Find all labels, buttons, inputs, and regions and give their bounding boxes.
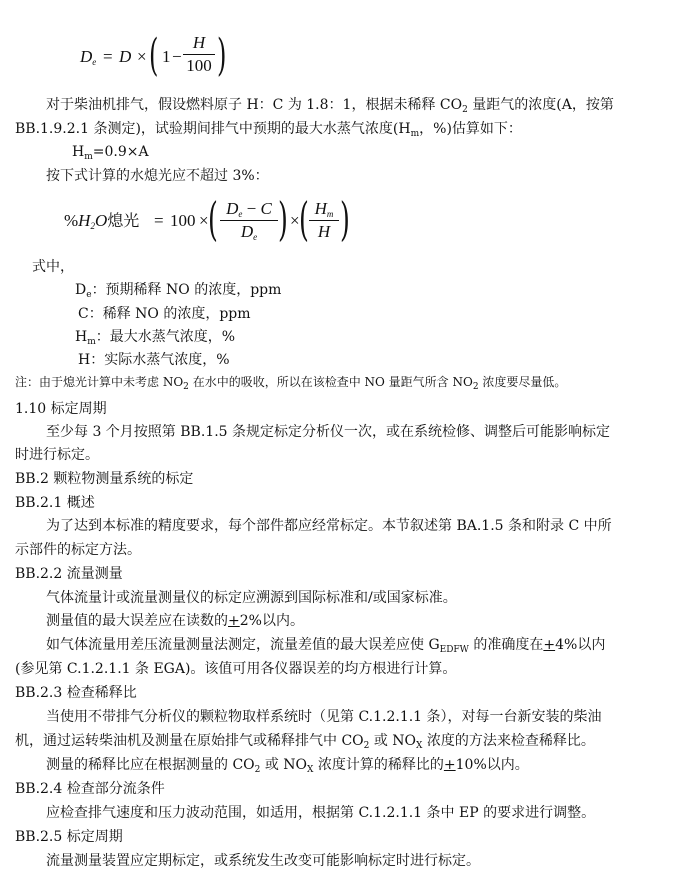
- formula2-hundred: 100: [170, 211, 196, 230]
- formula1-fraction: H 100: [183, 34, 215, 75]
- section-heading: BB.2.1 概述: [15, 495, 95, 511]
- formula2-lparen1: (: [208, 192, 218, 246]
- formula1-lparen: (: [149, 30, 159, 81]
- paragraph-line: BB.1.9.2.1 条测定)，试验期间排气中预期的最大水蒸气浓度($H_m$，%)估算如下：: [15, 121, 522, 139]
- where-label: 式中，: [32, 259, 74, 275]
- paragraph-line: 测量的稀释比应在根据测量的 $CO_2$ 或 $NO_X$ 浓度计算的稀释比的+10%以内。: [46, 757, 529, 775]
- formula1-times: ×: [137, 47, 147, 66]
- paragraph-line: 对于柴油机排气，假设燃料原子 H：C 为 1.8：1，根据未稀释 $CO_2$ 量距气的浓度(A，按第: [46, 97, 614, 115]
- paragraph-line: 流量测量装置应定期标定，或系统发生改变可能影响标定时进行标定。: [46, 853, 480, 869]
- formula1-one: 1: [162, 47, 171, 66]
- formula2-times: ×: [199, 211, 209, 230]
- formula2-lhs: $\%H_2O$熄光: [64, 211, 140, 231]
- formula2-rparen2: ): [340, 192, 350, 246]
- paragraph-line: (参见第 C.1.2.1.1 条 EGA)。该值可用各仪器误差的均方根进行计算。: [15, 661, 457, 677]
- formula1-minus: −: [172, 47, 182, 66]
- section-heading: BB.2.3 检查稀释比: [15, 685, 137, 701]
- section-heading: BB.2 颗粒物测量系统的标定: [15, 471, 194, 487]
- paragraph-line: 如气体流量用差压流量测量法测定，流量差值的最大误差应使 $G_{EDFW}$ 的准确度在+4%以内: [46, 637, 606, 655]
- section-heading: BB.2.4 检查部分流条件: [15, 781, 165, 797]
- paragraph-line: 时进行标定。: [15, 447, 99, 463]
- formula-hm: $H_m=0.9\times A$: [72, 144, 149, 162]
- variable-definition: $D_e$：预期稀释 NO 的浓度，ppm: [75, 282, 282, 300]
- paragraph-line: 气体流量计或流量测量仪的标定应溯源到国际标准和/或国家标准。: [46, 590, 457, 606]
- formula2-rparen1: ): [278, 192, 288, 246]
- formula1-d: D: [119, 47, 132, 66]
- formula2-eq: =: [154, 211, 164, 230]
- formula1-lhs: $D_e$: [80, 47, 97, 67]
- variable-definition: C：稀释 NO 的浓度，ppm: [78, 306, 251, 322]
- section-heading: 1.10 标定周期: [15, 401, 107, 417]
- section-heading: BB.2.5 标定周期: [15, 829, 123, 845]
- paragraph-line: 当使用不带排气分析仪的颗粒物取样系统时（见第 C.1.2.1.1 条），对每一台新安装的柴油: [46, 709, 602, 725]
- paragraph-line: 机，通过运转柴油机及测量在原始排气或稀释排气中 $CO_2$ 或 $NO_X$ 浓度的方法来检查稀释比。: [15, 733, 595, 751]
- variable-definition: H：实际水蒸气浓度，%: [78, 352, 230, 368]
- formula2-fraction1: $D_e - C$ $D_e$: [220, 200, 278, 241]
- formula2-lparen2: (: [299, 192, 309, 246]
- paragraph-line: 按下式计算的水熄光应不超过 3%：: [46, 168, 269, 184]
- paragraph-line: 至少每 3 个月按照第 BB.1.5 条规定标定分析仪一次，或在系统检修、调整后可能影响标定: [46, 424, 610, 440]
- variable-definition: $H_m$：最大水蒸气浓度，%: [75, 329, 236, 347]
- note: 注：由于熄光计算中未考虑 $NO_2$ 在水中的吸收，所以在该检查中 NO 量距气所含 $NO_2$ 浓度要尽量低。: [15, 375, 567, 392]
- formula2-fraction2: $H_m$ H: [309, 200, 339, 241]
- formula1-eq: =: [103, 47, 113, 66]
- paragraph-line: 测量值的最大误差应在读数的+2%以内。: [46, 613, 304, 629]
- section-heading: BB.2.2 流量测量: [15, 566, 123, 582]
- formula1-rparen: ): [217, 30, 227, 81]
- paragraph-line: 示部件的标定方法。: [15, 542, 141, 558]
- formula2-times2: ×: [290, 211, 300, 230]
- paragraph-line: 应检查排气速度和压力波动范围，如适用，根据第 C.1.2.1.1 条中 EP 的要求进行调整。: [46, 805, 596, 821]
- paragraph-line: 为了达到本标准的精度要求，每个部件都应经常标定。本节叙述第 BA.1.5 条和附录 C 中所: [46, 518, 612, 534]
